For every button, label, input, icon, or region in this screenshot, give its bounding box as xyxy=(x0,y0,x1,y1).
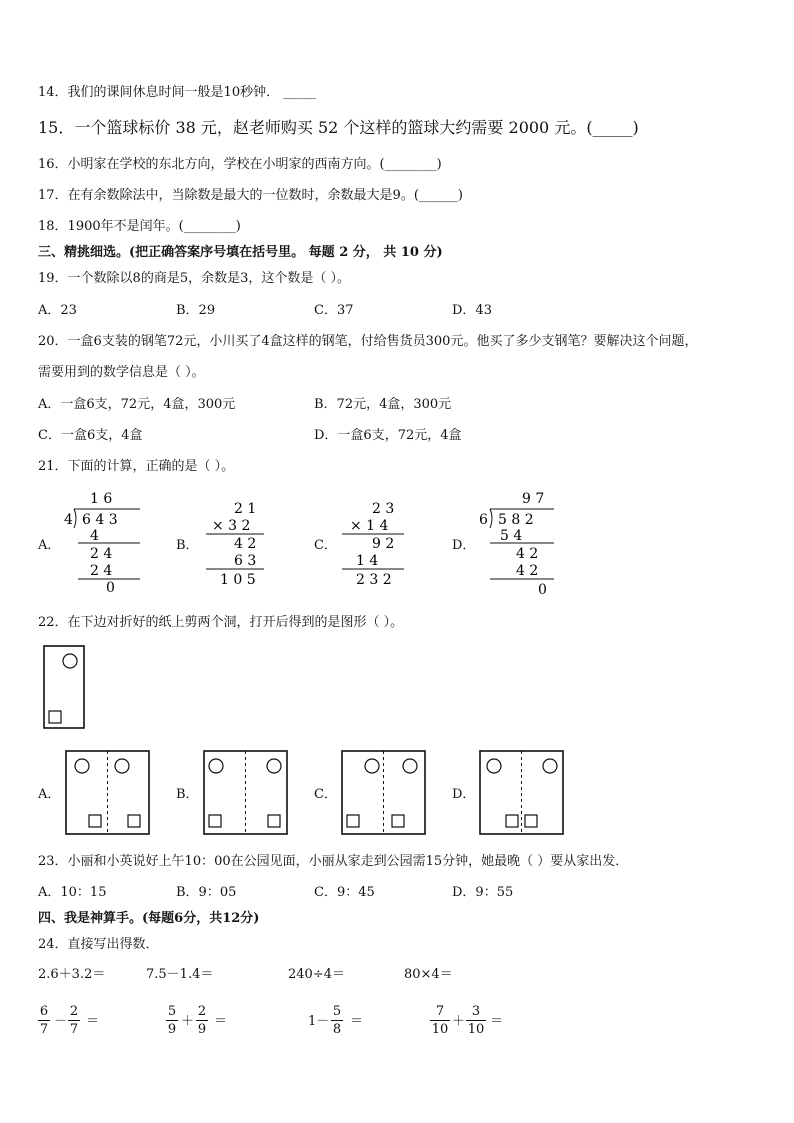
q21-label-c[interactable]: C． xyxy=(314,538,337,553)
calc-c-partial-1: 9 2 xyxy=(372,536,395,552)
calc-d-divisor: 6 xyxy=(479,512,488,528)
q22-label-c[interactable]: C． xyxy=(314,787,337,802)
calc-a-step-2: 2 4 xyxy=(90,546,113,562)
q22-figure-a[interactable] xyxy=(64,749,152,837)
calc-d-step-2: 4 2 xyxy=(516,546,539,562)
q20-option-d[interactable]: D．一盒6支，72元，4盒 xyxy=(314,428,462,443)
equals-sign: ＝ xyxy=(350,1014,364,1029)
fraction-2-9: 2 9 xyxy=(197,1004,207,1037)
q22-figure-c[interactable] xyxy=(340,749,428,837)
plus-sign: ＋ xyxy=(181,1014,195,1029)
calc-d-step-3: 4 2 xyxy=(516,563,539,579)
section-3-title: 三、精挑细选。(把正确答案序号填在括号里。 每题 2 分， 共 10 分) xyxy=(38,245,443,260)
question-23: 23．小丽和小英说好上午10：00在公园见面，小丽从家走到公园需15分钟，她最晚（ ）要从家出发． xyxy=(38,854,629,869)
q22-label-b[interactable]: B． xyxy=(176,787,199,802)
fraction-5-9: 5 9 xyxy=(167,1004,177,1037)
minus-sign: － xyxy=(54,1014,68,1029)
q22-figure-b[interactable] xyxy=(202,749,290,837)
q19-option-b[interactable]: B．29 xyxy=(176,303,216,318)
question-19: 19．一个数除以8的商是5，余数是3，这个数是（ ）。 xyxy=(38,271,350,286)
calc-d-dividend: 5 8 2 xyxy=(498,512,534,528)
calc-c-top: 2 3 xyxy=(372,501,395,517)
q20-option-a[interactable]: A．一盒6支，72元，4盒，300元 xyxy=(38,397,236,412)
equals-sign: ＝ xyxy=(490,1014,504,1029)
calc-d-step-1: 5 4 xyxy=(500,528,523,544)
q23-option-b[interactable]: B．9：05 xyxy=(176,885,237,900)
calc-c-partial-2: 1 4 xyxy=(356,553,379,569)
question-15: 15．一个篮球标价 38 元，赵老师购买 52 个这样的篮球大约需要 2000 元。(_____) xyxy=(38,118,639,137)
q22-label-d[interactable]: D． xyxy=(452,787,476,802)
calc-b-partial-2: 6 3 xyxy=(234,553,257,569)
q20-option-b[interactable]: B．72元，4盒，300元 xyxy=(314,397,452,412)
folded-paper-figure xyxy=(42,644,88,732)
equals-sign: ＝ xyxy=(214,1014,228,1029)
calc-b-multiplier: × 3 2 xyxy=(212,518,251,534)
calc-item-4: 80×4＝ xyxy=(404,967,453,982)
calc-a-divisor: 4 xyxy=(64,512,73,528)
q20-option-c[interactable]: C．一盒6支，4盒 xyxy=(38,428,143,443)
calc-a-step-1: 4 xyxy=(90,528,99,544)
question-20-line-1: 20．一盒6支装的钢笔72元，小川买了4盒这样的钢笔，付给售货员300元。他买了多少支钢笔？要解决这个问题， xyxy=(38,334,698,349)
calc-b-result: 1 0 5 xyxy=(220,572,256,588)
section-4-title: 四、我是神算手。(每题6分，共12分) xyxy=(38,911,260,926)
question-17: 17．在有余数除法中，当除数是最大的一位数时，余数最大是9。(______) xyxy=(38,188,463,203)
calc-a-step-3: 2 4 xyxy=(90,563,113,579)
calc-item-1: 2.6＋3.2＝ xyxy=(38,967,106,982)
q21-label-b[interactable]: B． xyxy=(176,538,199,553)
fraction-5-8: 5 8 xyxy=(332,1004,342,1037)
paper-square-hole xyxy=(49,711,61,723)
calc-item-3: 240÷4＝ xyxy=(288,967,345,982)
calc-a-quotient: 1 6 xyxy=(90,491,113,507)
plus-sign: ＋ xyxy=(452,1014,466,1029)
question-14 xyxy=(38,84,316,102)
equals-sign: ＝ xyxy=(86,1014,100,1029)
calc-d-remainder: 0 xyxy=(538,582,547,598)
one-minus: 1－ xyxy=(308,1014,330,1029)
fraction-2-7: 2 7 xyxy=(69,1004,79,1037)
fraction-3-10: 3 10 xyxy=(467,1004,485,1037)
fraction-6-7: 6 7 xyxy=(39,1004,49,1037)
q22-label-a[interactable]: A． xyxy=(38,787,61,802)
calc-a-remainder: 0 xyxy=(106,580,115,596)
q19-option-a[interactable]: A．23 xyxy=(38,303,77,318)
q19-option-d[interactable]: D．43 xyxy=(452,303,492,318)
q23-option-a[interactable]: A．10：15 xyxy=(38,885,107,900)
question-14-text: 14．我们的课间休息时间一般是10秒钟． xyxy=(38,85,280,100)
q23-option-d[interactable]: D．9：55 xyxy=(452,885,514,900)
q21-label-a[interactable]: A． xyxy=(38,538,61,553)
paper-circle-hole xyxy=(63,654,77,668)
answer-blank[interactable]: _____ xyxy=(283,85,316,100)
calc-c-result: 2 3 2 xyxy=(356,572,392,588)
q21-calc-a xyxy=(60,488,150,596)
q21-calc-d xyxy=(476,488,566,598)
q21-calc-c xyxy=(336,498,416,590)
calc-b-partial-1: 4 2 xyxy=(234,536,257,552)
question-20-line-2: 需要用到的数学信息是（ ）。 xyxy=(38,365,205,380)
q21-calc-b xyxy=(198,498,278,590)
question-24: 24．直接写出得数． xyxy=(38,937,159,952)
calc-a-dividend: 6 4 3 xyxy=(82,512,118,528)
calc-d-quotient: 9 7 xyxy=(522,491,545,507)
fraction-7-10: 7 10 xyxy=(431,1004,449,1037)
q21-label-d[interactable]: D． xyxy=(452,538,476,553)
calc-c-multiplier: × 1 4 xyxy=(350,518,389,534)
question-16: 16．小明家在学校的东北方向，学校在小明家的西南方向。(________) xyxy=(38,157,442,172)
question-18: 18．1900年不是闰年。(________) xyxy=(38,219,241,234)
q22-figure-d[interactable] xyxy=(478,749,566,837)
calc-item-2: 7.5－1.4＝ xyxy=(146,967,214,982)
q19-option-c[interactable]: C．37 xyxy=(314,303,354,318)
calc-b-top: 2 1 xyxy=(234,501,257,517)
question-22: 22．在下边对折好的纸上剪两个洞，打开后得到的是图形（ ）。 xyxy=(38,615,404,630)
q23-option-c[interactable]: C．9：45 xyxy=(314,885,375,900)
question-21: 21．下面的计算，正确的是（ ）。 xyxy=(38,459,235,474)
